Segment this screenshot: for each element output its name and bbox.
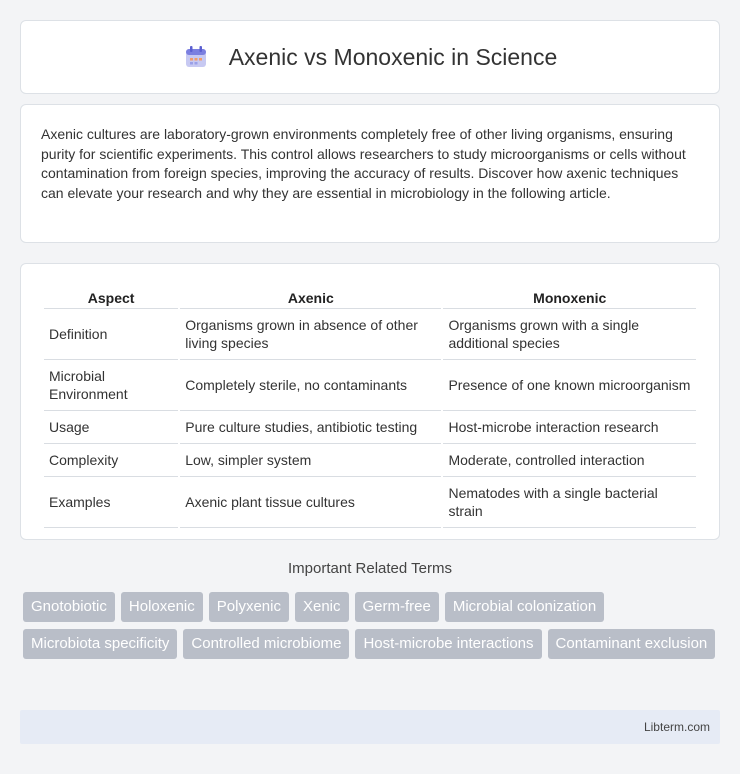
table-row (44, 411, 696, 444)
intro-text: Axenic cultures are laboratory-grown environments completely free of other living organisms, ensuring purity for scientific experiments. This control allows researchers to study microorganisms or cells without contamination from foreign species, improving the accuracy of results. Discover how axenic techniques can elevate your research and why they are essential in microbiology in the following article. (41, 126, 686, 201)
related-terms-list (23, 592, 723, 666)
column-header: Monoxenic (443, 284, 696, 309)
table-cell: Usage (44, 411, 178, 444)
term-tag[interactable]: Holoxenic (121, 592, 203, 622)
table-row (44, 360, 696, 411)
term-tag[interactable]: Germ-free (355, 592, 439, 622)
table-cell: Complexity (44, 444, 178, 477)
calendar-icon (183, 44, 209, 70)
related-terms-heading: Important Related Terms (288, 560, 452, 577)
footer (20, 710, 720, 744)
table-cell: Host-microbe interaction research (443, 411, 696, 444)
footer-brand-link[interactable]: Libterm.com (643, 720, 710, 734)
table-cell: Pure culture studies, antibiotic testing (180, 411, 441, 444)
table-cell: Organisms grown with a single additional species (443, 309, 696, 360)
term-tag[interactable]: Controlled microbiome (183, 629, 349, 659)
comparison-table (42, 284, 698, 528)
table-cell: Presence of one known microorganism (443, 360, 696, 411)
table-header-row (44, 284, 696, 309)
term-tag[interactable]: Host-microbe interactions (355, 629, 541, 659)
term-tag[interactable]: Xenic (295, 592, 349, 622)
table-cell: Nematodes with a single bacterial strain (443, 477, 696, 528)
table-cell: Examples (44, 477, 178, 528)
term-tag[interactable]: Microbial colonization (445, 592, 604, 622)
table-cell: Definition (44, 309, 178, 360)
table-cell: Moderate, controlled interaction (443, 444, 696, 477)
term-tag[interactable]: Gnotobiotic (23, 592, 115, 622)
table-row (44, 444, 696, 477)
term-tag[interactable]: Contaminant exclusion (548, 629, 716, 659)
term-tag[interactable]: Polyxenic (209, 592, 289, 622)
header-card (20, 20, 720, 94)
table-cell: Microbial Environment (44, 360, 178, 411)
intro-card (20, 104, 720, 243)
term-tag[interactable]: Microbiota specificity (23, 629, 177, 659)
table-cell: Organisms grown in absence of other living species (180, 309, 441, 360)
column-header: Aspect (44, 284, 178, 309)
table-cell: Axenic plant tissue cultures (180, 477, 441, 528)
table-cell: Low, simpler system (180, 444, 441, 477)
table-row (44, 477, 696, 528)
column-header: Axenic (180, 284, 441, 309)
comparison-card (20, 263, 720, 540)
table-row (44, 309, 696, 360)
table-cell: Completely sterile, no contaminants (180, 360, 441, 411)
page-title: Axenic vs Monoxenic in Science (228, 43, 558, 70)
